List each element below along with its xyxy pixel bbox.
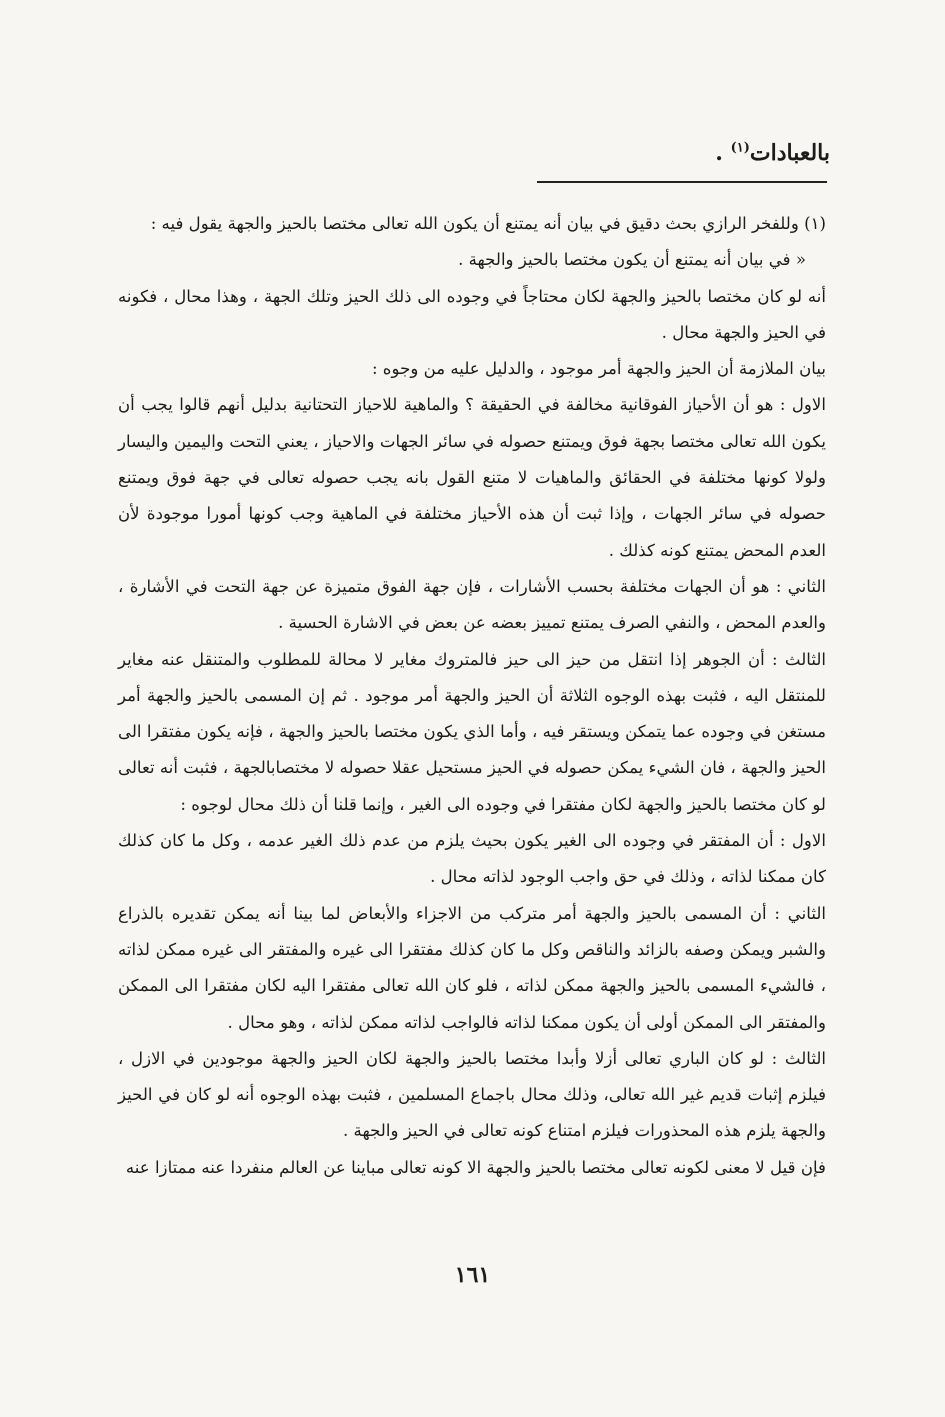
footnote-paragraph: الاول : أن المفتقر في وجوده الى الغير يكون بحيث يلزم من عدم ذلك الغير عدمه ، وكل ما كان كذلك كان ممكنا لذاته ، وذلك في حق واجب الوجود لذاته محال . xyxy=(118,831,826,887)
main-text-line xyxy=(120,140,830,166)
main-text-word: بالعبادات xyxy=(749,140,830,166)
main-text-period: . xyxy=(715,140,731,166)
footnote-paragraph: فإن قيل لا معنى لكونه تعالى مختصا بالحيز والجهة الا كونه تعالى مباينا عن العالم منفردا عنه ممتازا عنه xyxy=(125,1157,826,1177)
footnote-reference: (١) xyxy=(730,140,750,156)
footnote-paragraph: الثالث : أن الجوهر إذا انتقل من حيز الى حيز فالمتروك مغاير لا محالة للمطلوب والمتنقل عنه مغاير للمنتقل اليه ، فثبت بهذه الوجوه الثلاثة أن الحيز والجهة أمر موجود . ثم إن المسمى بالحيز والجهة أمر مستغن في وجوده عما يتمكن ويستقر فيه ، وأما الذي يكون مختصا بالحيز والجهة ، فإنه يكون مفتقرا الى الحيز والجهة ، فان الشيء يمكن حصوله في الحيز مستحيل عقلا حصوله لا مختصابالجهة ، فثبت أنه تعالى لو كان مختصا بالحيز والجهة لكان مفتقرا في وجوده الى الغير ، وإنما قلنا أن ذلك محال لوجوه : xyxy=(118,649,826,814)
footnote-paragraph: (١) وللفخر الرازي بحث دقيق في بيان أنه يمتنع أن يكون الله تعالى مختصا بالحيز والجهة يقول فيه : xyxy=(150,214,826,233)
footnote-paragraph: بيان الملازمة أن الحيز والجهة أمر موجود ، والدليل عليه من وجوه : xyxy=(371,359,826,379)
footnote-block xyxy=(118,206,826,1186)
footnote-separator xyxy=(537,181,827,183)
footnote-paragraph: أنه لو كان مختصا بالحيز والجهة لكان محتاجاً في وجوده الى ذلك الحيز وتلك الجهة ، وهذا محال ، فكونه في الحيز والجهة محال . xyxy=(118,286,826,342)
footnote-paragraph: الثالث : لو كان الباري تعالى أزلا وأبدا مختصا بالحيز والجهة لكان الحيز والجهة موجودين في الازل ، فيلزم إثبات قديم غير الله تعالى، وذلك محال باجماع المسلمين ، فثبت بهذه الوجوه أنه لو كان في الحيز والجهة يلزم هذه المحذورات فيلزم امتناع كونه تعالى في الحيز والجهة . xyxy=(118,1048,826,1141)
footnote-paragraph: الثاني : أن المسمى بالحيز والجهة أمر متركب من الاجزاء والأبعاض لما بينا أنه يمكن تقديره بالذراع والشبر ويمكن وصفه بالزائد والناقص وكل ما كان كذلك مفتقرا الى غيره والمفتقر الى غيره ممكن لذاته ، فالشيء المسمى بالحيز والجهة ممكن لذاته ، فلو كان الله تعالى مفتقرا اليه لكان مفتقرا الى الممكن والمفتقر الى الممكن أولى أن يكون ممكنا لذاته فالواجب لذاته ممكن لذاته ، وهو محال . xyxy=(118,903,826,1032)
footnote-paragraph: « في بيان أنه يمتنع أن يكون مختصا بالحيز والجهة . xyxy=(458,250,806,270)
footnote-paragraph: الاول : هو أن الأحياز الفوقانية مخالفة في الحقيقة ؟ والماهية للاحياز التحتانية بدليل أنهم قالوا يجب أن يكون الله تعالى مختصا بجهة فوق ويمتنع حصوله في سائر الجهات والاحياز ، يعني التحت واليمين واليسار ولولا كونها مختلفة في الحقائق والماهيات لا متنع القول بانه يجب حصوله تعالى في جهة فوق ويمتنع حصوله في سائر الجهات ، وإذا ثبت أن هذه الأحياز مختلفة في الماهية وجب كونها أمورا موجودة لأن العدم المحض يمتنع كونه كذلك . xyxy=(118,395,826,560)
footnote-paragraph: الثاني : هو أن الجهات مختلفة بحسب الأشارات ، فإن جهة الفوق متميزة عن جهة التحت في الأشارة ، والعدم المحض ، والنفي الصرف يمتنع تمييز بعضه عن بعض في الاشارة الحسية . xyxy=(118,576,826,633)
page-number: ١٦١ xyxy=(454,1262,491,1288)
